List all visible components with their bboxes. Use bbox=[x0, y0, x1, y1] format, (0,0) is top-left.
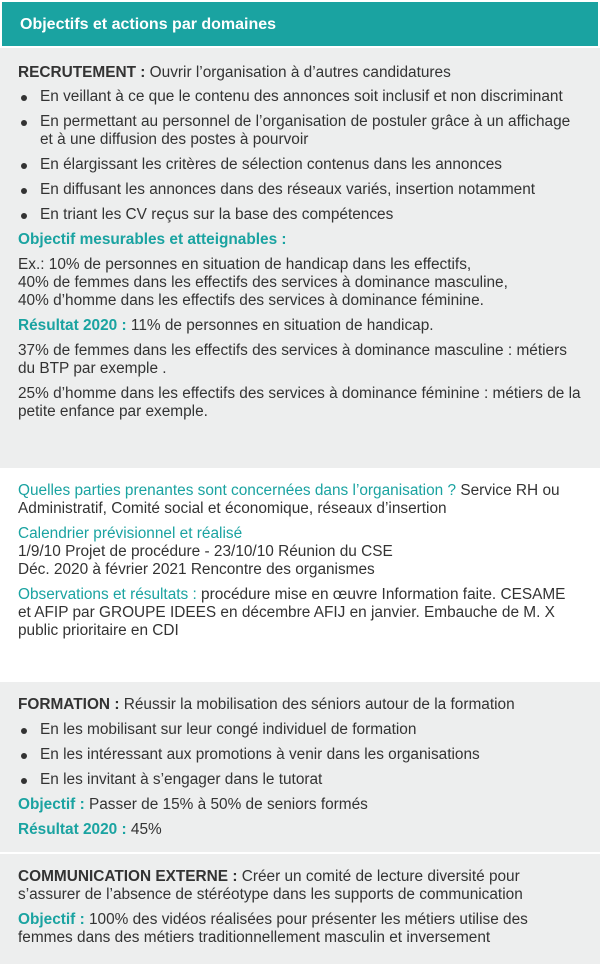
list-item: En triant les CV reçus sur la base des compétences bbox=[18, 206, 582, 224]
section-formation bbox=[0, 682, 600, 852]
formation-objectif bbox=[18, 796, 582, 814]
formation-heading bbox=[18, 696, 582, 714]
formation-resultat-label: Résultat 2020 : bbox=[18, 821, 127, 838]
recrutement-objectif-line: 40% d’homme dans les effectifs des services à dominance féminine. bbox=[18, 292, 484, 309]
calendrier-line: Déc. 2020 à février 2021 Rencontre des organismes bbox=[18, 561, 375, 578]
formation-resultat bbox=[18, 821, 582, 839]
formation-text: Réussir la mobilisation des séniors autour de la formation bbox=[119, 696, 515, 713]
list-item: En les intéressant aux promotions à venir dans les organisations bbox=[18, 746, 582, 764]
observations bbox=[18, 586, 582, 640]
list-item: En les mobilisant sur leur congé individuel de formation bbox=[18, 721, 582, 739]
recrutement-resultat-p3: 25% d’homme dans les effectifs des services à dominance féminine : métiers de la petite enfance par exemple. bbox=[18, 385, 581, 420]
recrutement-resultat-text: 11% de personnes en situation de handicap. bbox=[126, 317, 434, 334]
recrutement-resultat-label: Résultat 2020 : bbox=[18, 317, 127, 334]
section-recrutement bbox=[0, 48, 600, 468]
section-parties-prenantes bbox=[0, 468, 600, 682]
recrutement-bullets bbox=[18, 88, 582, 224]
communication-objectif-label: Objectif : bbox=[18, 911, 85, 928]
parties-question-line bbox=[18, 482, 582, 518]
recrutement-objectif-line: Ex.: 10% de personnes en situation de handicap dans les effectifs, bbox=[18, 256, 472, 273]
communication-objectif bbox=[18, 911, 582, 947]
formation-bullets bbox=[18, 721, 582, 789]
page-title: Objectifs et actions par domaines bbox=[0, 0, 600, 48]
communication-label: COMMUNICATION EXTERNE : bbox=[18, 868, 238, 885]
observations-text: procédure mise en œuvre Information faite. CESAME et AFIP par GROUPE IDEES en décembre AFIJ en janvier. Embauche de M. X public prioritaire en CDI bbox=[18, 586, 566, 639]
parties-answer: Service RH ou Administratif, Comité social et économique, réseaux d’insertion bbox=[18, 482, 560, 517]
recrutement-objectif-line: 40% de femmes dans les effectifs des services à dominance masculine, bbox=[18, 274, 508, 291]
recrutement-text: Ouvrir l’organisation à d’autres candidatures bbox=[145, 64, 451, 81]
recrutement-objectif-label: Objectif mesurables et atteignables : bbox=[18, 231, 287, 248]
communication-objectif-text: 100% des vidéos réalisées pour présenter les métiers utilise des femmes dans des métiers traditionnellement masculin et inversement bbox=[18, 911, 528, 946]
formation-objectif-label: Objectif : bbox=[18, 796, 85, 813]
formation-resultat-text: 45% bbox=[126, 821, 162, 838]
communication-text: Créer un comité de lecture diversité pour s’assurer de l’absence de stéréotype dans les supports de communication bbox=[18, 868, 523, 903]
recrutement-heading bbox=[18, 64, 582, 82]
recrutement-label: RECRUTEMENT : bbox=[18, 64, 146, 81]
formation-label: FORMATION : bbox=[18, 696, 120, 713]
list-item: En les invitant à s’engager dans le tutorat bbox=[18, 771, 582, 789]
parties-question: Quelles parties prenantes sont concernées dans l’organisation ? bbox=[18, 482, 457, 499]
recrutement-resultat bbox=[18, 317, 582, 335]
list-item: En élargissant les critères de sélection contenus dans les annonces bbox=[18, 156, 582, 174]
calendrier-line: 1/9/10 Projet de procédure - 23/10/10 Réunion du CSE bbox=[18, 543, 393, 560]
communication-heading bbox=[18, 868, 582, 904]
calendrier-label: Calendrier prévisionnel et réalisé bbox=[18, 525, 243, 542]
list-item: En veillant à ce que le contenu des annonces soit inclusif et non discriminant bbox=[18, 88, 582, 106]
list-item: En diffusant les annonces dans des réseaux variés, insertion notamment bbox=[18, 181, 582, 199]
observations-label: Observations et résultats : bbox=[18, 586, 197, 603]
recrutement-resultat-p2: 37% de femmes dans les effectifs des services à dominance masculine : métiers du BTP par exemple . bbox=[18, 342, 567, 377]
formation-objectif-text: Passer de 15% à 50% de seniors formés bbox=[84, 796, 368, 813]
list-item: En permettant au personnel de l’organisation de postuler grâce à un affichage et à une diffusion des postes à pourvoir bbox=[18, 113, 582, 149]
section-communication bbox=[0, 854, 600, 964]
